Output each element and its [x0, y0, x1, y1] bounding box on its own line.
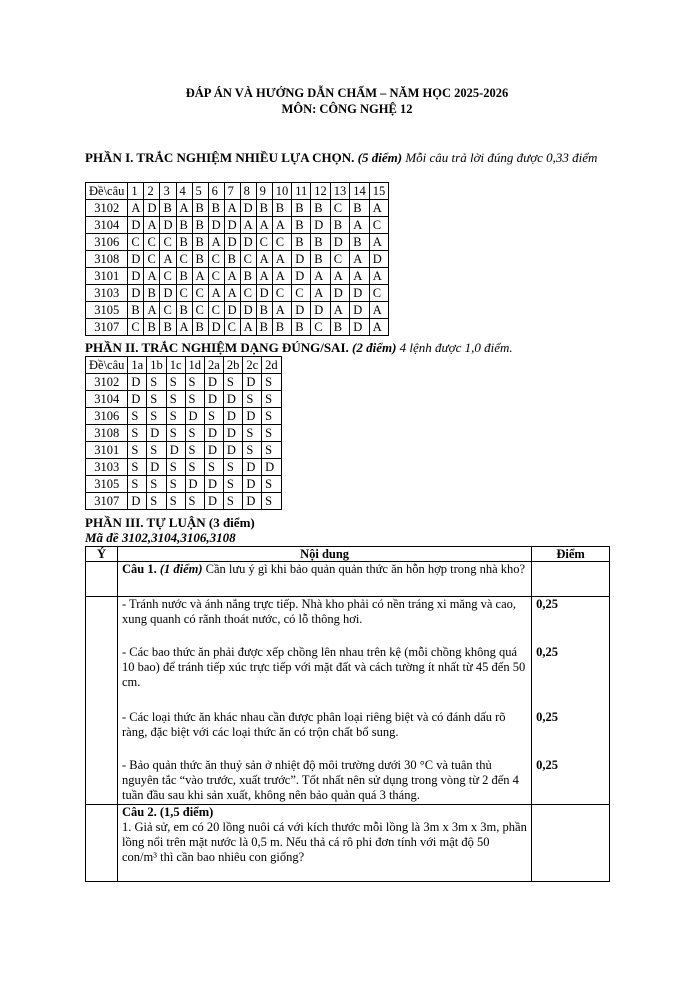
part1-answer-cell: D — [240, 302, 256, 319]
part2-answer-cell: D — [128, 493, 147, 510]
part2-column-header: 2d — [262, 357, 282, 374]
part2-answer-cell: D — [205, 442, 224, 459]
part1-answer-cell: A — [128, 200, 144, 217]
part1-row — [86, 217, 389, 234]
part2-answer-cell: S — [128, 476, 147, 493]
part1-answer-cell: A — [224, 285, 240, 302]
part2-column-header: 1b — [147, 357, 167, 374]
part1-answer-cell: D — [292, 302, 311, 319]
part1-exam-code: 3108 — [86, 251, 128, 268]
part1-answer-cell: B — [272, 200, 292, 217]
part2-corner-cell: Đề\câu — [86, 357, 128, 374]
part2-answer-cell: D — [205, 391, 224, 408]
part2-answer-cell: S — [243, 391, 262, 408]
part1-answer-cell: B — [292, 319, 311, 336]
part2-answer-cell: D — [243, 493, 262, 510]
part2-answer-cell: S — [205, 408, 224, 425]
part1-answer-cell: C — [369, 285, 389, 302]
part2-answer-cell: S — [262, 493, 282, 510]
part2-answer-cell: D — [223, 442, 243, 459]
answer-item-3: - Các loại thức ăn khác nhau cần được phân loại riêng biệt và có đánh dấu rõ ràng, đặc biệt với các loại thức ăn có trộn chất bổ sung. — [121, 710, 506, 739]
part2-answer-cell: D — [128, 374, 147, 391]
part2-title: PHẦN II. TRẮC NGHIỆM DẠNG ĐÚNG/SAI. — [85, 340, 349, 355]
part2-heading — [85, 340, 615, 355]
header-y: Ý — [86, 547, 118, 562]
part1-column-header: 8 — [240, 183, 256, 200]
doc-subject: MÔN: CÔNG NGHỆ 12 — [281, 102, 413, 116]
part1-column-header: 15 — [369, 183, 389, 200]
part2-answer-cell: S — [223, 493, 243, 510]
part2-row — [86, 374, 282, 391]
part1-answer-cell: C — [292, 285, 311, 302]
part2-answer-cell: S — [147, 493, 167, 510]
score-4: 0,25 — [536, 758, 558, 772]
part2-row — [86, 459, 282, 476]
part1-column-header: 12 — [311, 183, 331, 200]
part1-answer-cell: C — [208, 251, 224, 268]
part1-answer-cell: D — [224, 234, 240, 251]
part1-answer-cell: D — [128, 285, 144, 302]
part1-answer-cell: A — [311, 285, 331, 302]
part1-answer-cell: C — [192, 302, 208, 319]
part2-exam-code: 3101 — [86, 442, 128, 459]
part2-answer-cell: D — [185, 408, 205, 425]
part1-answer-cell: B — [350, 200, 370, 217]
part2-answer-cell: D — [205, 425, 224, 442]
part1-answer-cell: B — [256, 319, 272, 336]
part1-answer-cell: D — [208, 217, 224, 234]
part1-answer-cell: B — [176, 302, 192, 319]
part1-exam-code: 3107 — [86, 319, 128, 336]
part1-note: Mỗi câu trả lời đúng được 0,33 điểm — [405, 150, 598, 165]
part2-answer-cell: S — [128, 408, 147, 425]
part1-answer-cell: B — [240, 268, 256, 285]
part1-answer-cell: A — [240, 217, 256, 234]
part2-answer-cell: S — [147, 476, 167, 493]
part2-answer-cell: S — [166, 459, 185, 476]
part1-answer-cell: C — [176, 285, 192, 302]
part1-answer-cell: C — [330, 200, 350, 217]
part1-answer-cell: A — [256, 268, 272, 285]
part1-answer-cell: A — [350, 251, 370, 268]
part1-answer-cell: B — [256, 200, 272, 217]
part2-answer-cell: S — [128, 425, 147, 442]
part2-answer-cell: S — [243, 425, 262, 442]
part2-answer-cell: S — [185, 374, 205, 391]
part1-answer-cell: A — [369, 268, 389, 285]
part2-answer-cell: S — [243, 442, 262, 459]
part1-column-header: 11 — [292, 183, 311, 200]
part2-row — [86, 442, 282, 459]
question-1: Câu 1. (1 điểm) Cần lưu ý gì khi bảo quản quản thức ăn hỗn hợp trong nhà kho? — [117, 562, 531, 597]
part1-answer-cell: D — [208, 319, 224, 336]
part2-answer-cell: S — [223, 476, 243, 493]
part2-answer-cell: D — [243, 476, 262, 493]
part2-answer-cell: D — [223, 408, 243, 425]
part1-exam-code: 3105 — [86, 302, 128, 319]
part1-answer-cell: D — [256, 285, 272, 302]
part1-answer-cell: B — [311, 200, 331, 217]
question-2: Câu 2. (1,5 điểm) 1. Giả sử, em có 20 lồng nuôi cá với kích thước mỗi lồng là 3m x 3m x 3m, phần lồng nổi trên mặt nước là 0,5 m. Nếu thả cá rô phi đơn tính với mật độ 50 con/m³ thì cần bao nhiêu con giống? — [117, 805, 531, 882]
part2-exam-code: 3108 — [86, 425, 128, 442]
part1-answer-cell: D — [350, 285, 370, 302]
part1-answer-cell: A — [208, 285, 224, 302]
part1-answer-table — [85, 182, 389, 336]
part1-answer-cell: A — [224, 268, 240, 285]
part1-row — [86, 251, 389, 268]
part1-answer-cell: A — [144, 302, 160, 319]
part1-exam-code: 3101 — [86, 268, 128, 285]
part2-answer-cell: S — [166, 493, 185, 510]
part2-row — [86, 476, 282, 493]
part1-answer-cell: C — [256, 234, 272, 251]
part1-corner-cell: Đề\câu — [86, 183, 128, 200]
part2-answer-cell: S — [262, 476, 282, 493]
part1-column-header: 13 — [330, 183, 350, 200]
part2-answer-cell: S — [147, 391, 167, 408]
part1-answer-cell: C — [240, 285, 256, 302]
part1-answer-cell: A — [369, 200, 389, 217]
part1-column-header: 1 — [128, 183, 144, 200]
part1-answer-cell: D — [160, 285, 176, 302]
part1-answer-cell: A — [240, 319, 256, 336]
part1-answer-cell: B — [144, 319, 160, 336]
part2-answer-cell: S — [262, 425, 282, 442]
part2-row — [86, 408, 282, 425]
part1-answer-cell: C — [272, 285, 292, 302]
part2-column-header: 1a — [128, 357, 147, 374]
part1-answer-cell: B — [311, 234, 331, 251]
score-3: 0,25 — [536, 710, 558, 724]
part2-answer-cell: D — [166, 442, 185, 459]
part1-answer-cell: A — [330, 302, 350, 319]
part2-points: (2 điểm) — [352, 340, 397, 355]
part1-answer-cell: C — [192, 285, 208, 302]
part1-row — [86, 285, 389, 302]
part1-answer-cell: A — [330, 268, 350, 285]
part2-exam-code: 3102 — [86, 374, 128, 391]
part1-answer-cell: A — [350, 217, 370, 234]
header-score: Điểm — [532, 547, 610, 562]
part2-answer-cell: D — [128, 391, 147, 408]
part1-column-header: 10 — [272, 183, 292, 200]
part2-answer-cell: S — [262, 408, 282, 425]
essay-table — [85, 546, 610, 882]
part1-answer-cell: B — [292, 234, 311, 251]
part2-column-header: 2b — [223, 357, 243, 374]
part1-answer-cell: D — [160, 217, 176, 234]
part2-column-header: 2c — [243, 357, 262, 374]
part1-answer-cell: A — [272, 251, 292, 268]
part2-answer-cell: D — [262, 459, 282, 476]
part1-column-header: 5 — [192, 183, 208, 200]
part1-column-header: 14 — [350, 183, 370, 200]
part1-answer-cell: B — [176, 234, 192, 251]
part1-answer-cell: C — [128, 319, 144, 336]
part1-answer-cell: A — [144, 217, 160, 234]
part2-answer-cell: S — [166, 408, 185, 425]
part1-column-header: 6 — [208, 183, 224, 200]
part1-answer-cell: B — [192, 251, 208, 268]
part1-answer-cell: B — [160, 200, 176, 217]
part2-answer-cell: S — [166, 425, 185, 442]
part1-answer-cell: B — [192, 234, 208, 251]
part3-subtitle: Mã đề 3102,3104,3106,3108 — [85, 530, 236, 545]
part2-exam-code: 3106 — [86, 408, 128, 425]
part1-answer-cell: A — [256, 251, 272, 268]
part2-exam-code: 3104 — [86, 391, 128, 408]
part1-answer-cell: D — [292, 251, 311, 268]
part1-row — [86, 302, 389, 319]
part2-answer-cell: S — [147, 408, 167, 425]
part1-column-header: 2 — [144, 183, 160, 200]
part2-answer-cell: S — [166, 391, 185, 408]
part1-answer-cell: D — [144, 200, 160, 217]
part2-answer-cell: D — [147, 425, 167, 442]
part1-exam-code: 3103 — [86, 285, 128, 302]
part2-answer-cell: S — [147, 442, 167, 459]
part1-answer-cell: D — [330, 234, 350, 251]
part1-answer-cell: A — [144, 268, 160, 285]
part1-answer-cell: A — [208, 234, 224, 251]
score-2: 0,25 — [536, 645, 558, 659]
part1-row — [86, 200, 389, 217]
part2-exam-code: 3107 — [86, 493, 128, 510]
part2-answer-cell: S — [128, 459, 147, 476]
part2-answer-cell: S — [166, 476, 185, 493]
part1-answer-cell: B — [176, 268, 192, 285]
part2-answer-cell: D — [223, 391, 243, 408]
part1-answer-cell: A — [272, 268, 292, 285]
answer-item-1: - Tránh nước và ánh nắng trực tiếp. Nhà kho phải có nền tráng xi măng và cao, xung quanh có rãnh thoát nước, có lỗ thông hơi. — [121, 597, 516, 626]
part1-answer-cell: D — [128, 217, 144, 234]
part2-exam-code: 3103 — [86, 459, 128, 476]
part1-points: (5 điểm) — [357, 150, 403, 165]
part1-answer-cell: C — [208, 268, 224, 285]
part1-row — [86, 319, 389, 336]
part1-answer-cell: B — [192, 319, 208, 336]
part1-answer-cell: B — [144, 285, 160, 302]
part2-answer-cell: S — [185, 442, 205, 459]
part2-answer-cell: S — [262, 391, 282, 408]
part1-answer-cell: D — [311, 302, 331, 319]
part1-header-row — [86, 183, 389, 200]
part1-answer-cell: C — [224, 319, 240, 336]
part1-answer-cell: A — [256, 217, 272, 234]
part1-answer-cell: D — [350, 319, 370, 336]
part2-answer-cell: S — [223, 374, 243, 391]
part1-answer-cell: D — [369, 251, 389, 268]
part2-column-header: 2a — [205, 357, 224, 374]
part1-answer-cell: A — [369, 319, 389, 336]
part2-answer-cell: D — [223, 425, 243, 442]
part2-answer-table — [85, 356, 282, 510]
part1-column-header: 4 — [176, 183, 192, 200]
part1-answer-cell: B — [128, 302, 144, 319]
part1-answer-cell: A — [176, 319, 192, 336]
part1-answer-cell: C — [208, 302, 224, 319]
doc-title: ĐÁP ÁN VÀ HƯỚNG DẪN CHẤM – NĂM HỌC 2025-2026 — [185, 86, 509, 100]
part2-answer-cell: D — [243, 374, 262, 391]
part1-answer-cell: D — [350, 302, 370, 319]
part1-answer-cell: C — [272, 234, 292, 251]
part2-answer-cell: D — [205, 493, 224, 510]
part1-answer-cell: D — [224, 302, 240, 319]
part1-column-header: 3 — [160, 183, 176, 200]
part1-answer-cell: B — [192, 217, 208, 234]
header-content: Nội dung — [117, 547, 531, 562]
part1-column-header: 9 — [256, 183, 272, 200]
part2-answer-cell: S — [205, 459, 224, 476]
part1-answer-cell: C — [330, 251, 350, 268]
part1-answer-cell: B — [330, 319, 350, 336]
part1-answer-cell: B — [176, 217, 192, 234]
part1-answer-cell: B — [350, 234, 370, 251]
part2-answer-cell: S — [166, 374, 185, 391]
part1-answer-cell: C — [160, 234, 176, 251]
part1-answer-cell: A — [350, 268, 370, 285]
part1-answer-cell: D — [128, 268, 144, 285]
part1-answer-cell: D — [240, 200, 256, 217]
part1-answer-cell: D — [330, 285, 350, 302]
part2-row — [86, 493, 282, 510]
part1-answer-cell: B — [330, 217, 350, 234]
part1-exam-code: 3106 — [86, 234, 128, 251]
part2-column-header: 1d — [185, 357, 205, 374]
scores — [532, 597, 610, 805]
part1-answer-cell: A — [176, 200, 192, 217]
part1-exam-code: 3102 — [86, 200, 128, 217]
part1-answer-cell: A — [272, 302, 292, 319]
part1-exam-code: 3104 — [86, 217, 128, 234]
part1-answer-cell: C — [160, 302, 176, 319]
part2-answer-cell: S — [185, 425, 205, 442]
part1-answer-cell: B — [272, 319, 292, 336]
part1-answer-cell: D — [240, 234, 256, 251]
part1-answer-cell: B — [311, 251, 331, 268]
part1-answer-cell: B — [208, 200, 224, 217]
part2-answer-cell: S — [185, 391, 205, 408]
part2-row — [86, 391, 282, 408]
part1-answer-cell: C — [144, 234, 160, 251]
part2-answer-cell: S — [128, 442, 147, 459]
part1-answer-cell: B — [292, 217, 311, 234]
part2-answer-cell: D — [147, 459, 167, 476]
part1-row — [86, 268, 389, 285]
part1-answer-cell: D — [311, 217, 331, 234]
part2-header-row — [86, 357, 282, 374]
part1-answer-cell: A — [369, 234, 389, 251]
part2-answer-cell: S — [223, 459, 243, 476]
part1-answer-cell: B — [192, 200, 208, 217]
part1-answer-cell: D — [128, 251, 144, 268]
part2-answer-cell: D — [243, 408, 262, 425]
part1-answer-cell: A — [369, 302, 389, 319]
part1-answer-cell: C — [240, 251, 256, 268]
part1-column-header: 7 — [224, 183, 240, 200]
part1-answer-cell: A — [224, 200, 240, 217]
part1-answer-cell: A — [160, 251, 176, 268]
part2-column-header: 1c — [166, 357, 185, 374]
part2-note: 4 lệnh được 1,0 điểm. — [399, 340, 513, 355]
part1-title: PHẦN I. TRẮC NGHIỆM NHIỀU LỰA CHỌN. — [85, 150, 355, 165]
part1-answer-cell: C — [176, 251, 192, 268]
answer-item-4: - Bảo quản thức ăn thuỷ sản ở nhiệt độ môi trường dưới 30 °C và tuân thủ nguyên tắc “vào trước, xuất trước”. Tốt nhất nên sử dụng trong vòng từ 2 đến 4 tuần đầu sau khi sản xuất, không nên bảo quản quá 3 tháng. — [121, 758, 519, 802]
part2-answer-cell: S — [262, 442, 282, 459]
part1-answer-cell: C — [144, 251, 160, 268]
part1-answer-cell: B — [224, 251, 240, 268]
part2-answer-cell: S — [262, 374, 282, 391]
part2-answer-cell: D — [185, 476, 205, 493]
part1-answer-cell: C — [311, 319, 331, 336]
part1-answer-cell: A — [272, 217, 292, 234]
part1-answer-cell: D — [224, 217, 240, 234]
part3-title: PHẦN III. TỰ LUẬN (3 điểm) — [85, 515, 255, 530]
part1-answer-cell: D — [292, 268, 311, 285]
part2-answer-cell: S — [185, 459, 205, 476]
part1-row — [86, 234, 389, 251]
answer-item-2: - Các bao thức ăn phải được xếp chồng lên nhau trên kệ (mỗi chồng không quá 10 bao) để tránh tiếp xúc trực tiếp với mặt đất và cách tường ít nhất từ 45 đến 50 cm. — [121, 645, 526, 689]
score-1: 0,25 — [536, 597, 558, 611]
part1-answer-cell: B — [160, 319, 176, 336]
part2-answer-cell: S — [147, 374, 167, 391]
part1-answer-cell: C — [369, 217, 389, 234]
part1-answer-cell: C — [128, 234, 144, 251]
part2-answer-cell: D — [205, 374, 224, 391]
part1-heading — [85, 150, 615, 165]
part2-exam-code: 3105 — [86, 476, 128, 493]
part2-row — [86, 425, 282, 442]
part1-answer-cell: B — [292, 200, 311, 217]
part2-answer-cell: D — [205, 476, 224, 493]
question-1-answers — [117, 597, 531, 805]
part1-answer-cell: C — [160, 268, 176, 285]
part1-answer-cell: B — [256, 302, 272, 319]
part1-answer-cell: A — [311, 268, 331, 285]
part2-answer-cell: S — [185, 493, 205, 510]
part2-answer-cell: D — [243, 459, 262, 476]
part1-answer-cell: A — [192, 268, 208, 285]
